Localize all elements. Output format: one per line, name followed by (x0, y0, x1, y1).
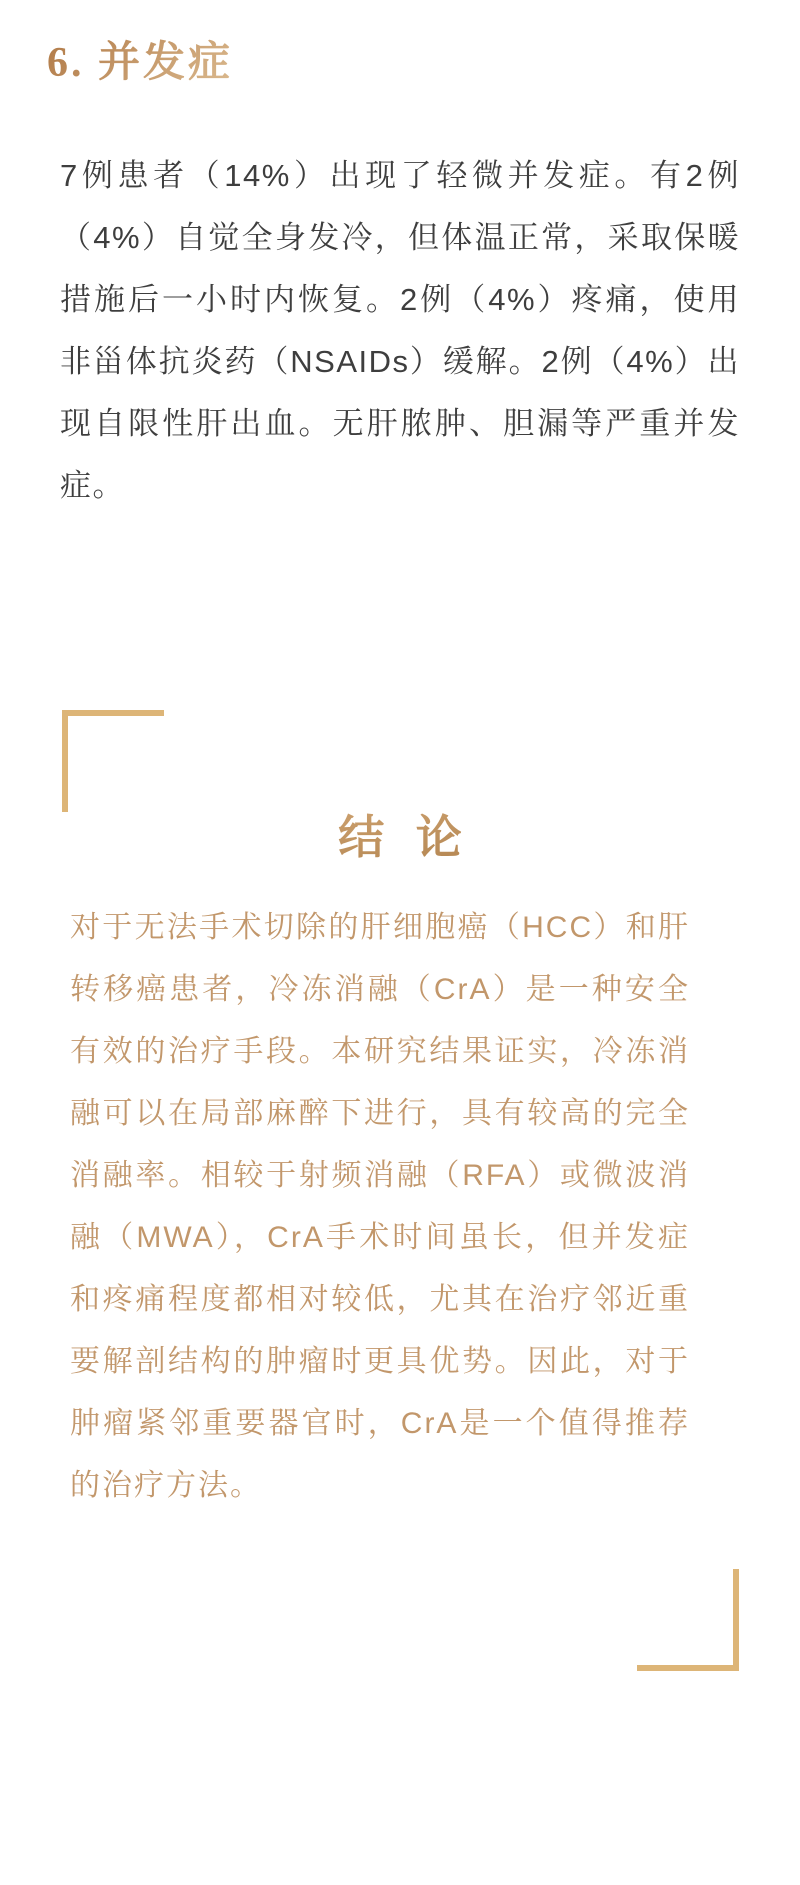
complications-paragraph: 7例患者（14%）出现了轻微并发症。有2例（4%）自觉全身发冷，但体温正常，采取保暖措施后一小时内恢复。2例（4%）疼痛，使用非甾体抗炎药（NSAIDs）缓解。2例（4%）出现自限性肝出血。无肝脓肿、胆漏等严重并发症。 (60, 158, 740, 503)
conclusion-title: 结 论 (0, 810, 800, 866)
section-heading-complications: 6. 并发症 (47, 36, 233, 90)
corner-bracket-bottom-right (637, 1569, 739, 1671)
corner-bracket-top-left (62, 710, 164, 812)
conclusion-paragraph: 对于无法手术切除的肝细胞癌（HCC）和肝转移癌患者，冷冻消融（CrA）是一种安全有效的治疗手段。本研究结果证实，冷冻消融可以在局部麻醉下进行，具有较高的完全消融率。相较于射频消融（RFA）或微波消融（MWA），CrA手术时间虽长，但并发症和疼痛程度都相对较低，尤其在治疗邻近重要解剖结构的肿瘤时更具优势。因此，对于肿瘤紧邻重要器官时，CrA是一个值得推荐的治疗方法。 (70, 911, 690, 1502)
